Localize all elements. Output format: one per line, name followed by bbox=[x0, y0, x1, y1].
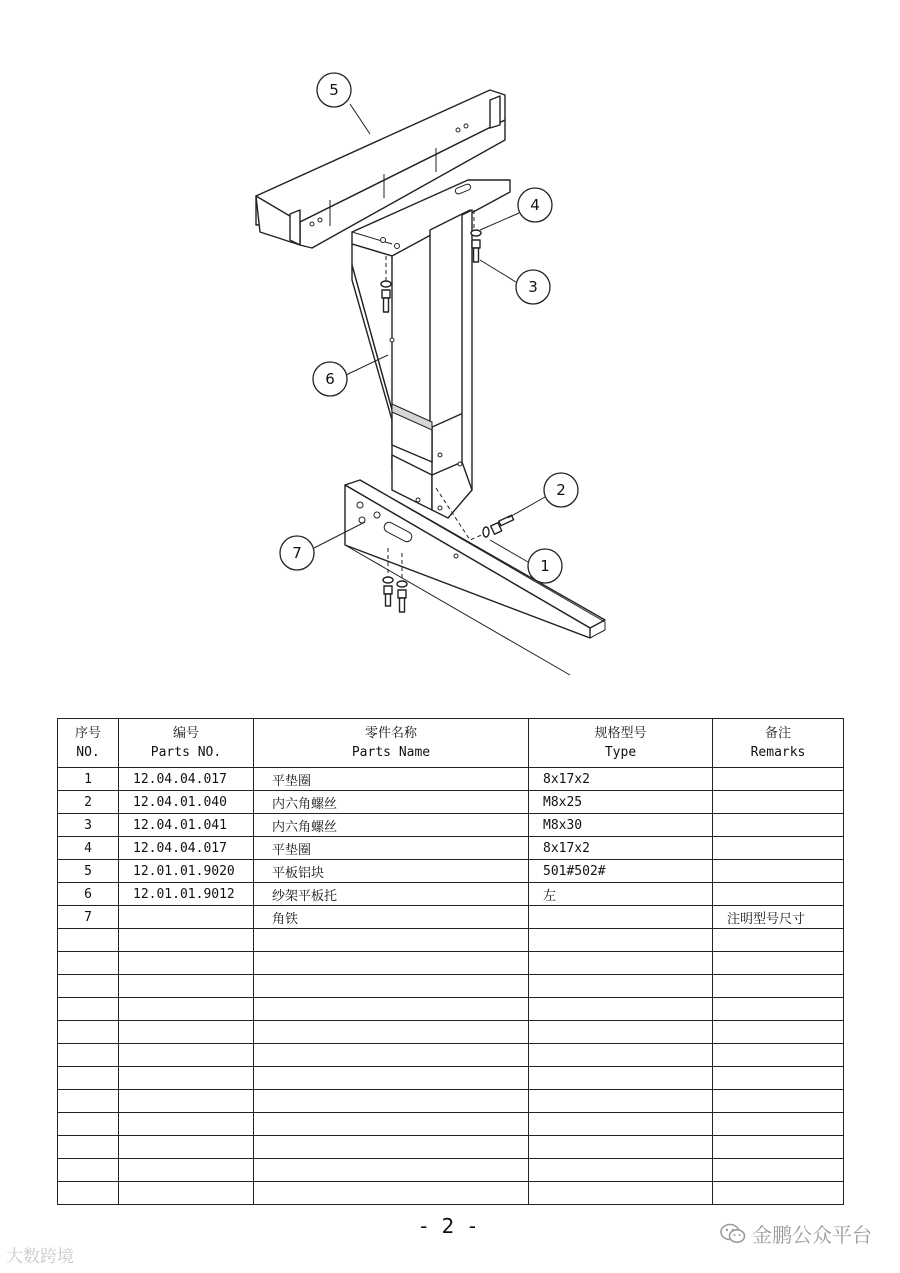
table-row bbox=[58, 791, 844, 814]
cell-pn bbox=[119, 1021, 254, 1044]
cell-pn: 12.04.04.017 bbox=[119, 768, 254, 791]
table-row bbox=[58, 1021, 844, 1044]
cell-rem bbox=[713, 1021, 844, 1044]
cell-type: M8x25 bbox=[529, 791, 713, 814]
cell-no: 1 bbox=[58, 768, 119, 791]
cell-no bbox=[58, 1067, 119, 1090]
cell-name bbox=[254, 1159, 529, 1182]
table-row bbox=[58, 952, 844, 975]
cell-no: 7 bbox=[58, 906, 119, 929]
table-row bbox=[58, 1067, 844, 1090]
svg-text:7: 7 bbox=[292, 544, 302, 562]
cell-no bbox=[58, 998, 119, 1021]
table-row bbox=[58, 814, 844, 837]
cell-type bbox=[529, 975, 713, 998]
table-row bbox=[58, 883, 844, 906]
cell-no bbox=[58, 975, 119, 998]
cell-rem bbox=[713, 1113, 844, 1136]
cell-name: 平板铝块 bbox=[254, 860, 529, 883]
cell-pn bbox=[119, 906, 254, 929]
cell-rem bbox=[713, 998, 844, 1021]
cell-pn bbox=[119, 1136, 254, 1159]
header-remarks: 备注 Remarks bbox=[713, 719, 844, 768]
cell-no bbox=[58, 929, 119, 952]
table-row bbox=[58, 1044, 844, 1067]
cell-no bbox=[58, 1090, 119, 1113]
cell-name bbox=[254, 929, 529, 952]
cell-type bbox=[529, 1044, 713, 1067]
cell-no bbox=[58, 1136, 119, 1159]
cell-name bbox=[254, 1044, 529, 1067]
cell-pn: 12.01.01.9012 bbox=[119, 883, 254, 906]
cell-pn bbox=[119, 1090, 254, 1113]
cell-rem bbox=[713, 975, 844, 998]
cell-pn: 12.01.01.9020 bbox=[119, 860, 254, 883]
cell-rem bbox=[713, 952, 844, 975]
cell-name: 平垫圈 bbox=[254, 837, 529, 860]
cell-rem bbox=[713, 883, 844, 906]
cell-type: 8x17x2 bbox=[529, 768, 713, 791]
cell-no bbox=[58, 1159, 119, 1182]
table-row bbox=[58, 1182, 844, 1205]
cell-pn bbox=[119, 1113, 254, 1136]
table-row bbox=[58, 906, 844, 929]
cell-pn: 12.04.01.041 bbox=[119, 814, 254, 837]
table-row bbox=[58, 860, 844, 883]
cell-rem bbox=[713, 860, 844, 883]
cell-no: 6 bbox=[58, 883, 119, 906]
cell-name bbox=[254, 1021, 529, 1044]
table-row bbox=[58, 975, 844, 998]
svg-text:4: 4 bbox=[530, 196, 540, 214]
header-type: 规格型号 Type bbox=[529, 719, 713, 768]
cell-name bbox=[254, 1067, 529, 1090]
cell-name bbox=[254, 1113, 529, 1136]
cell-name bbox=[254, 1090, 529, 1113]
svg-text:2: 2 bbox=[556, 481, 566, 499]
cell-name bbox=[254, 975, 529, 998]
cell-rem bbox=[713, 768, 844, 791]
cell-type bbox=[529, 906, 713, 929]
cell-type: 左 bbox=[529, 883, 713, 906]
cell-type bbox=[529, 1090, 713, 1113]
table-row bbox=[58, 837, 844, 860]
cell-no bbox=[58, 1044, 119, 1067]
balloon-6 bbox=[313, 362, 347, 396]
cell-type bbox=[529, 1021, 713, 1044]
wechat-icon bbox=[720, 1223, 746, 1245]
cell-rem bbox=[713, 1136, 844, 1159]
table-row bbox=[58, 1136, 844, 1159]
cell-name bbox=[254, 952, 529, 975]
svg-text:5: 5 bbox=[329, 81, 339, 99]
balloon-2 bbox=[544, 473, 578, 507]
cell-rem bbox=[713, 929, 844, 952]
balloon-3 bbox=[516, 270, 550, 304]
cell-rem: 注明型号尺寸 bbox=[713, 906, 844, 929]
cell-type: M8x30 bbox=[529, 814, 713, 837]
cell-name: 内六角螺丝 bbox=[254, 814, 529, 837]
cell-rem bbox=[713, 814, 844, 837]
cell-no bbox=[58, 1021, 119, 1044]
cell-type bbox=[529, 952, 713, 975]
cell-type bbox=[529, 1159, 713, 1182]
cell-type bbox=[529, 1113, 713, 1136]
cell-no bbox=[58, 952, 119, 975]
cell-pn bbox=[119, 1159, 254, 1182]
cell-rem bbox=[713, 1067, 844, 1090]
cell-no bbox=[58, 1113, 119, 1136]
cell-pn: 12.04.04.017 bbox=[119, 837, 254, 860]
cell-type: 8x17x2 bbox=[529, 837, 713, 860]
cell-pn bbox=[119, 975, 254, 998]
cell-rem bbox=[713, 791, 844, 814]
table-header-row bbox=[58, 719, 844, 768]
cell-type bbox=[529, 1182, 713, 1205]
cell-type bbox=[529, 929, 713, 952]
header-parts-name: 零件名称 Parts Name bbox=[254, 719, 529, 768]
parts-table bbox=[57, 718, 844, 1205]
table-row bbox=[58, 1113, 844, 1136]
watermark-left: 大数跨境 bbox=[6, 1247, 74, 1267]
table-row bbox=[58, 1159, 844, 1182]
header-no: 序号 NO. bbox=[58, 719, 119, 768]
cell-rem bbox=[713, 1159, 844, 1182]
svg-text:3: 3 bbox=[528, 278, 538, 296]
cell-no: 5 bbox=[58, 860, 119, 883]
table-row bbox=[58, 929, 844, 952]
cell-rem bbox=[713, 1182, 844, 1205]
svg-text:1: 1 bbox=[540, 557, 550, 575]
cell-no bbox=[58, 1182, 119, 1205]
cell-pn: 12.04.01.040 bbox=[119, 791, 254, 814]
cell-name: 内六角螺丝 bbox=[254, 791, 529, 814]
table-row bbox=[58, 998, 844, 1021]
cell-name: 纱架平板托 bbox=[254, 883, 529, 906]
cell-name bbox=[254, 1182, 529, 1205]
table-row bbox=[58, 768, 844, 791]
page-number: - 2 - bbox=[420, 1214, 480, 1238]
cell-name: 角铁 bbox=[254, 906, 529, 929]
cell-pn bbox=[119, 1067, 254, 1090]
cell-pn bbox=[119, 929, 254, 952]
cell-rem bbox=[713, 837, 844, 860]
cell-name bbox=[254, 998, 529, 1021]
cell-pn bbox=[119, 1182, 254, 1205]
cell-no: 2 bbox=[58, 791, 119, 814]
cell-no: 3 bbox=[58, 814, 119, 837]
svg-text:6: 6 bbox=[325, 370, 335, 388]
table-row bbox=[58, 1090, 844, 1113]
balloon-1 bbox=[528, 549, 562, 583]
cell-type bbox=[529, 1136, 713, 1159]
cell-pn bbox=[119, 1044, 254, 1067]
watermark-right-text: 金鹏公众平台 bbox=[752, 1223, 872, 1247]
cell-type bbox=[529, 1067, 713, 1090]
cell-pn bbox=[119, 952, 254, 975]
cell-no: 4 bbox=[58, 837, 119, 860]
balloon-7 bbox=[280, 536, 314, 570]
cell-rem bbox=[713, 1044, 844, 1067]
cell-type: 501#502# bbox=[529, 860, 713, 883]
cell-rem bbox=[713, 1090, 844, 1113]
watermark-right bbox=[720, 1219, 872, 1248]
header-parts-no: 编号 Parts NO. bbox=[119, 719, 254, 768]
balloon-5 bbox=[317, 73, 351, 107]
cell-name: 平垫圈 bbox=[254, 768, 529, 791]
balloon-4 bbox=[518, 188, 552, 222]
cell-name bbox=[254, 1136, 529, 1159]
part-6-bracket bbox=[352, 180, 510, 518]
cell-type bbox=[529, 998, 713, 1021]
cell-pn bbox=[119, 998, 254, 1021]
